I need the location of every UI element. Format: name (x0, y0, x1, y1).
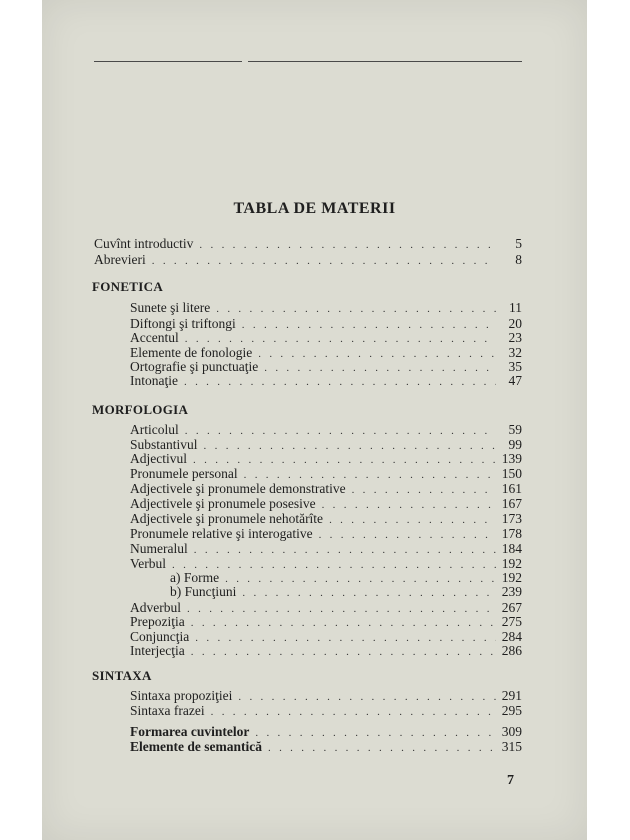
toc-entry-label: Ortografie şi punctuaţie (130, 359, 259, 374)
toc-entry-page: 32 (508, 345, 522, 360)
toc-entry-label: Sintaxa propoziţiei (130, 688, 233, 703)
toc-entry-label: Adverbul (130, 600, 181, 615)
toc-entry-label: Conjuncţia (130, 629, 190, 644)
leader-dots (242, 585, 495, 601)
toc-entry-label: Adjectivele şi pronumele demonstrative (130, 481, 346, 496)
toc-entry-page: 309 (501, 724, 522, 739)
leader-dots (268, 740, 496, 756)
toc-entry-page: 59 (508, 422, 522, 437)
toc-entry-page: 139 (501, 451, 522, 466)
toc-entry (130, 300, 522, 317)
toc-entry (130, 373, 522, 390)
leader-dots (184, 374, 496, 390)
toc-entry-label: Intonaţie (130, 373, 178, 388)
toc-entry-page: 239 (501, 584, 522, 599)
top-rule-right (248, 61, 522, 62)
toc-entry-page: 8 (515, 252, 522, 267)
toc-entry-label: Adjectivul (130, 451, 187, 466)
toc-entry-label: Articolul (130, 422, 179, 437)
toc-entry-page: 35 (508, 359, 522, 374)
leader-dots (211, 704, 496, 720)
toc-entry-page: 47 (508, 373, 522, 388)
toc-entry-page: 267 (501, 600, 522, 615)
toc-entry-label: Adjectivele şi pronumele posesive (130, 496, 316, 511)
toc-entry-page: 275 (501, 614, 522, 629)
section-heading-sintaxa: SINTAXA (92, 668, 152, 683)
toc-entry-label: Elemente de fonologie (130, 345, 253, 360)
toc-entry-page: 284 (501, 629, 522, 644)
toc-entry-page: 315 (501, 739, 522, 754)
toc-entry-label: Verbul (130, 556, 166, 571)
top-rule-left (94, 61, 242, 62)
toc-entry-page: 291 (501, 688, 522, 703)
toc-entry-label: a) Forme (170, 570, 220, 585)
toc-entry-label: Elemente de semantică (130, 739, 262, 754)
toc-entry-label: Pronumele personal (130, 466, 238, 481)
toc-entry-page: 184 (501, 541, 522, 556)
page-number: 7 (507, 773, 514, 788)
toc-entry-page: 99 (508, 437, 522, 452)
toc-entry-page: 161 (501, 481, 522, 496)
toc-entry-label: Formarea cuvintelor (130, 724, 250, 739)
toc-entry-page: 286 (501, 643, 522, 658)
toc-entry-label: b) Funcţiuni (170, 584, 237, 599)
toc-entry-label: Diftongi şi triftongi (130, 316, 236, 331)
toc-entry-label: Adjectivele şi pronumele nehotărîte (130, 511, 324, 526)
toc-entry-page: 23 (508, 330, 522, 345)
toc-entry-page: 11 (509, 300, 522, 315)
book-page (42, 0, 587, 840)
toc-entry (130, 739, 522, 756)
leader-dots (152, 253, 496, 269)
toc-entry-label: Pronumele relative şi interogative (130, 526, 313, 541)
toc-entry (170, 584, 522, 601)
toc-entry-label: Sintaxa frazei (130, 703, 205, 718)
toc-entry-label: Accentul (130, 330, 179, 345)
toc-entry (94, 252, 522, 269)
toc-entry-page: 150 (501, 466, 522, 481)
leader-dots (199, 237, 496, 253)
toc-entry (130, 643, 522, 660)
toc-entry-page: 295 (501, 703, 522, 718)
toc-entry-page: 192 (501, 556, 522, 571)
toc-entry-label: Interjecţia (130, 643, 185, 658)
toc-entry-label: Prepoziţia (130, 614, 185, 629)
toc-entry-label: Substantivul (130, 437, 198, 452)
leader-dots (216, 301, 496, 317)
leader-dots (191, 644, 496, 660)
toc-entry-label: Cuvînt introductiv (94, 236, 194, 251)
toc-entry (130, 703, 522, 720)
toc-entry-page: 167 (501, 496, 522, 511)
toc-entry-page: 20 (508, 316, 522, 331)
section-heading-fonetica: FONETICA (92, 279, 164, 294)
toc-entry (94, 236, 522, 253)
toc-entry-page: 173 (501, 511, 522, 526)
section-heading-morfologia: MORFOLOGIA (92, 402, 189, 417)
toc-entry-page: 178 (501, 526, 522, 541)
toc-entry-label: Numeralul (130, 541, 188, 556)
toc-entry-page: 5 (515, 236, 522, 251)
toc-entry-label: Sunete şi litere (130, 300, 211, 315)
toc-entry-label: Abrevieri (94, 252, 146, 267)
toc-entry-page: 192 (501, 570, 522, 585)
page-title: TABLA DE MATERII (233, 200, 396, 217)
